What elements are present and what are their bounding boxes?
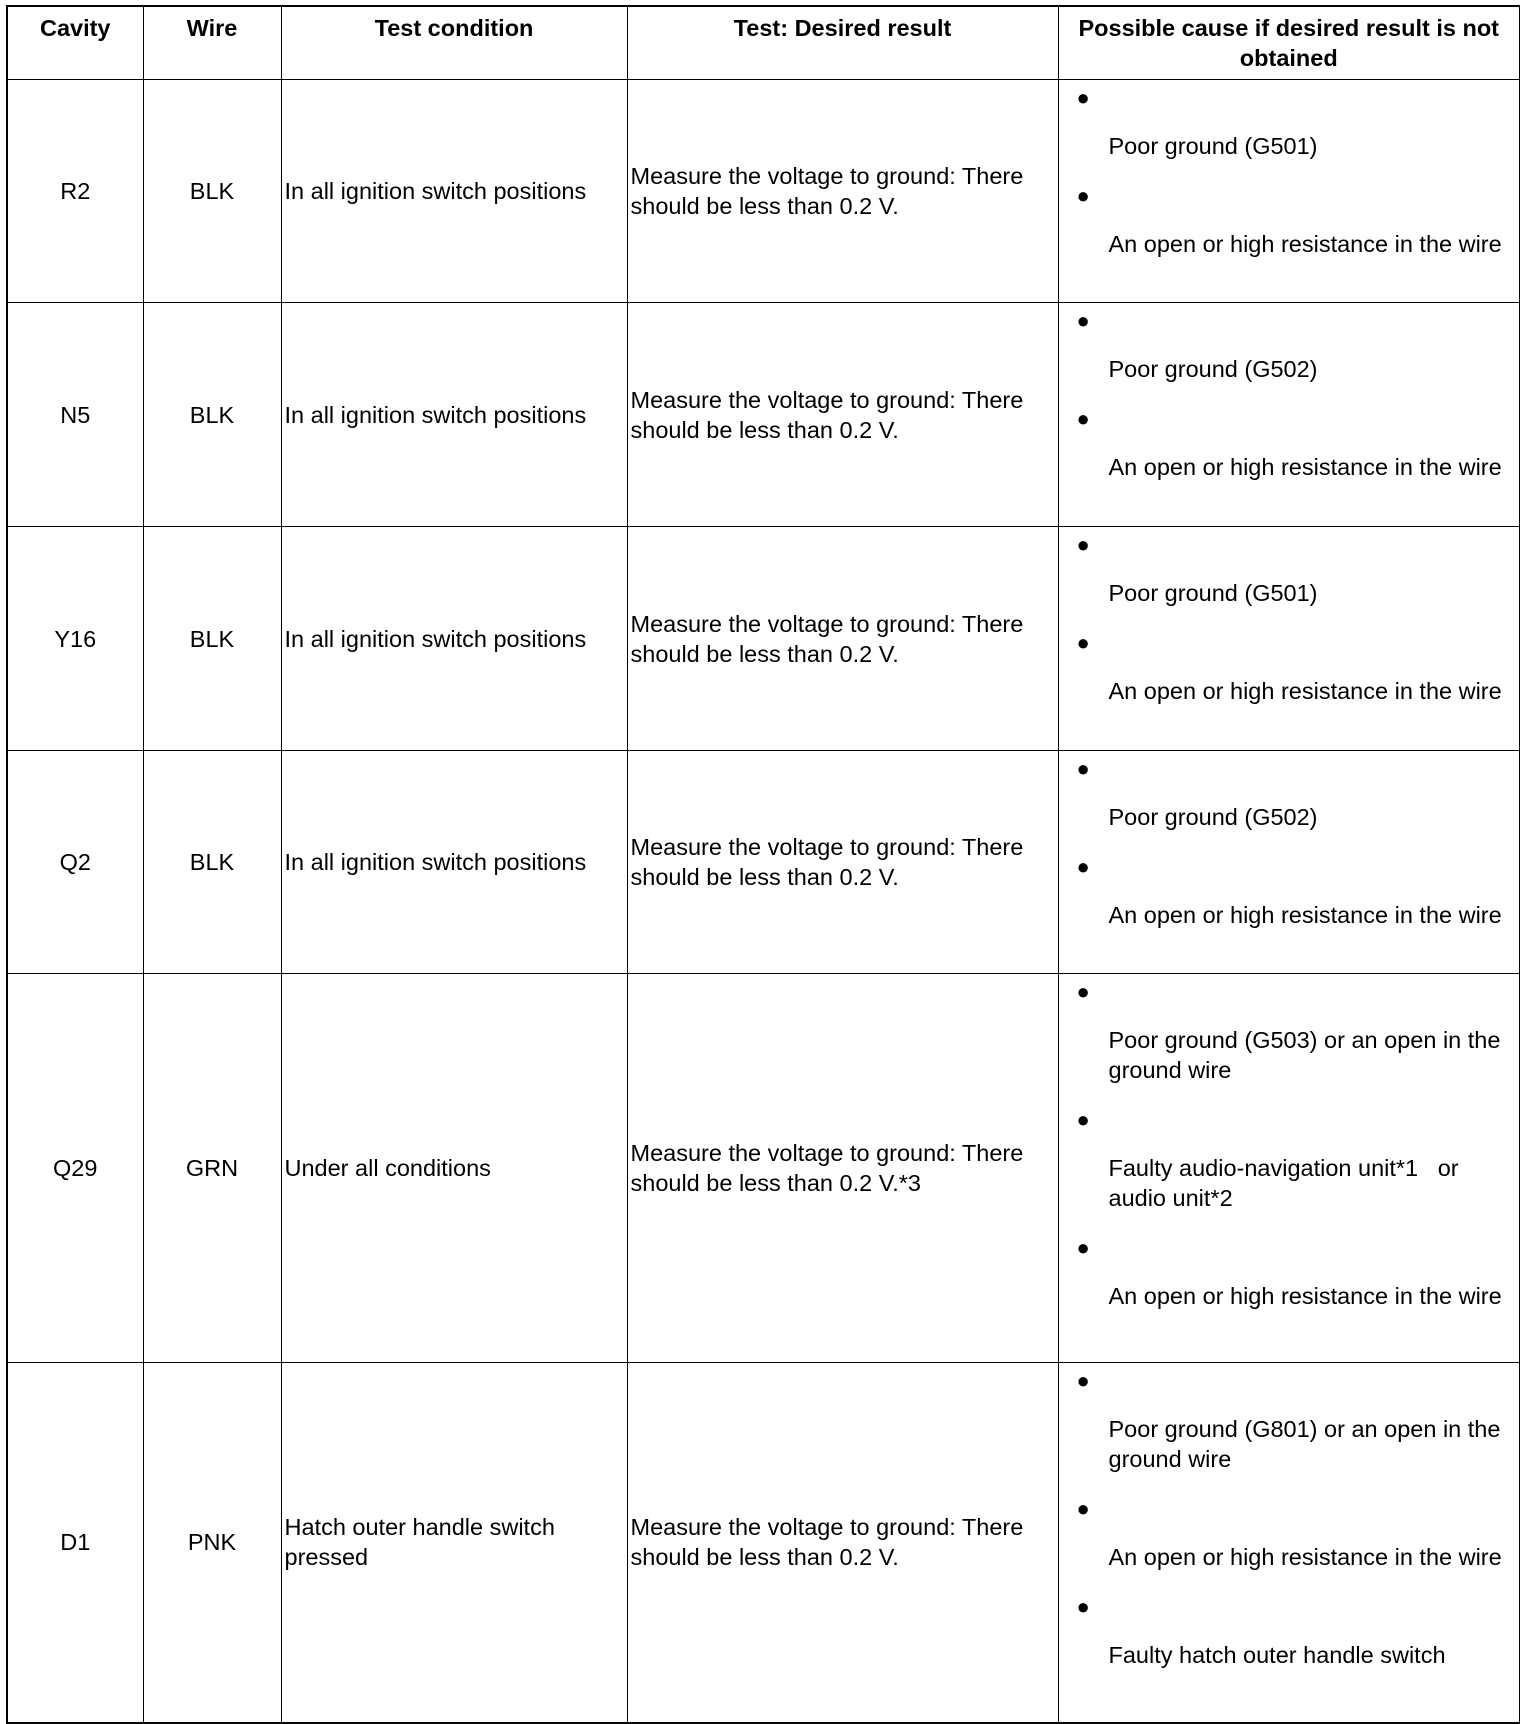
result-cell: Measure the voltage to ground: There should be less than 0.2 V.	[627, 751, 1058, 974]
bullet-icon: ●	[1076, 1235, 1090, 1260]
condition-cell: Under all conditions	[281, 974, 627, 1363]
bullet-icon: ●	[1076, 756, 1090, 781]
bullet-icon: ●	[1076, 1496, 1090, 1521]
bullet-icon: ●	[1076, 1107, 1090, 1132]
wire-cell: BLK	[143, 751, 281, 974]
cause-text: Faulty hatch outer handle switch	[1108, 1642, 1446, 1668]
causes-cell	[1058, 527, 1520, 751]
table-row	[7, 527, 1520, 751]
cause-text: An open or high resistance in the wire	[1108, 678, 1502, 704]
cause-text: An open or high resistance in the wire	[1108, 454, 1502, 480]
cavity-cell: N5	[7, 303, 143, 527]
cause-item	[1059, 852, 1520, 930]
table-row	[7, 1363, 1520, 1723]
table-row	[7, 974, 1520, 1363]
result-cell: Measure the voltage to ground: There should be less than 0.2 V.	[627, 1363, 1058, 1723]
cavity-cell: Q2	[7, 751, 143, 974]
cause-text: Poor ground (G503) or an open in the ground wire	[1108, 1027, 1501, 1083]
cause-text: An open or high resistance in the wire	[1108, 231, 1502, 257]
result-cell: Measure the voltage to ground: There should be less than 0.2 V.	[627, 80, 1058, 303]
header-wire: Wire	[143, 6, 281, 80]
wire-cell: BLK	[143, 80, 281, 303]
cause-item	[1059, 1105, 1520, 1213]
result-cell: Measure the voltage to ground: There should be less than 0.2 V.*3	[627, 974, 1058, 1363]
cause-item	[1059, 1366, 1520, 1474]
cause-item	[1059, 181, 1520, 259]
wire-cell: BLK	[143, 527, 281, 751]
bullet-icon: ●	[1076, 979, 1090, 1004]
condition-cell: In all ignition switch positions	[281, 303, 627, 527]
cause-item	[1059, 83, 1520, 161]
bullet-icon: ●	[1076, 630, 1090, 655]
cavity-cell: R2	[7, 80, 143, 303]
cavity-cell: Y16	[7, 527, 143, 751]
bullet-icon: ●	[1076, 183, 1090, 208]
cavity-cell: Q29	[7, 974, 143, 1363]
causes-cell	[1058, 751, 1520, 974]
bullet-icon: ●	[1076, 854, 1090, 879]
cause-text: Faulty audio-navigation unit*1 or audio unit*2	[1108, 1155, 1466, 1211]
causes-cell	[1058, 1363, 1520, 1723]
header-test-condition: Test condition	[281, 6, 627, 80]
cause-item	[1059, 1592, 1520, 1670]
bullet-icon: ●	[1076, 85, 1090, 110]
cause-item	[1059, 404, 1520, 482]
result-cell: Measure the voltage to ground: There should be less than 0.2 V.	[627, 303, 1058, 527]
test-table	[6, 5, 1520, 1724]
bullet-icon: ●	[1076, 406, 1090, 431]
cause-item	[1059, 530, 1520, 608]
header-row	[7, 6, 1520, 80]
table-row	[7, 303, 1520, 527]
cavity-cell: D1	[7, 1363, 143, 1723]
cause-item	[1059, 1233, 1520, 1311]
condition-cell: In all ignition switch positions	[281, 80, 627, 303]
cause-item	[1059, 306, 1520, 384]
cause-text: Poor ground (G501)	[1108, 580, 1318, 606]
cause-text: An open or high resistance in the wire	[1108, 1283, 1502, 1309]
header-desired-result: Test: Desired result	[627, 6, 1058, 80]
wire-cell: BLK	[143, 303, 281, 527]
wire-cell: PNK	[143, 1363, 281, 1723]
cause-text: Poor ground (G801) or an open in the ground wire	[1108, 1416, 1501, 1472]
condition-cell: In all ignition switch positions	[281, 527, 627, 751]
header-cavity: Cavity	[7, 6, 143, 80]
header-possible-cause: Possible cause if desired result is not obtained	[1058, 6, 1520, 80]
table-row	[7, 80, 1520, 303]
causes-cell	[1058, 80, 1520, 303]
cause-item	[1059, 754, 1520, 832]
wire-cell: GRN	[143, 974, 281, 1363]
cause-text: An open or high resistance in the wire	[1108, 1544, 1502, 1570]
cause-item	[1059, 1494, 1520, 1572]
cause-item	[1059, 977, 1520, 1085]
table-row	[7, 751, 1520, 974]
bullet-icon: ●	[1076, 532, 1090, 557]
causes-cell	[1058, 974, 1520, 1363]
bullet-icon: ●	[1076, 308, 1090, 333]
cause-text: Poor ground (G501)	[1108, 133, 1318, 159]
result-cell: Measure the voltage to ground: There should be less than 0.2 V.	[627, 527, 1058, 751]
cause-text: Poor ground (G502)	[1108, 804, 1318, 830]
condition-cell: Hatch outer handle switch pressed	[281, 1363, 627, 1723]
bullet-icon: ●	[1076, 1594, 1090, 1619]
bullet-icon: ●	[1076, 1368, 1090, 1393]
condition-cell: In all ignition switch positions	[281, 751, 627, 974]
cause-text: An open or high resistance in the wire	[1108, 902, 1502, 928]
cause-item	[1059, 628, 1520, 706]
causes-cell	[1058, 303, 1520, 527]
cause-text: Poor ground (G502)	[1108, 356, 1318, 382]
